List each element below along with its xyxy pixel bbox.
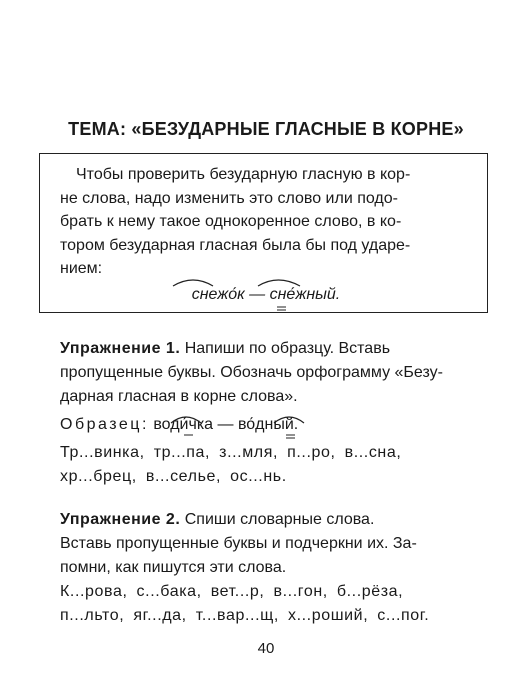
rule-line: брать к нему такое однокоренное слово, в ко-	[60, 213, 402, 230]
exercise1-words	[60, 441, 498, 489]
page-number: 40	[257, 640, 275, 657]
exercise1-sample	[60, 413, 498, 437]
words-line: хр...брец, в...селье, ос...нь.	[60, 468, 287, 485]
rule-line: Чтобы проверить безударную гласную в кор-	[76, 166, 411, 183]
exercise1-line: дарная гласная в корне слова».	[60, 388, 298, 405]
exercise2-heading: Упражнение 2.	[60, 511, 181, 528]
exercise1-heading: Упражнение 1.	[60, 340, 181, 357]
exercise2-line: помни, как пишутся эти слова.	[60, 559, 287, 576]
sample-text: води́чка — во́дный.	[153, 416, 299, 433]
exercise2-line: Спиши словарные слова.	[180, 511, 375, 528]
exercise1-line: Напиши по образцу. Вставь	[180, 340, 391, 357]
exercise2-text	[60, 508, 498, 580]
exercise1-text	[60, 337, 498, 409]
rule-line: тором безударная гласная была бы под ударе-	[60, 236, 411, 254]
exercise2-line: Вставь пропущенные буквы и подчеркни их. За-	[60, 535, 417, 552]
root-arc-1	[173, 280, 213, 286]
rule-line: нием:	[60, 260, 103, 277]
exercise1-line: пропущенные буквы. Обозначь орфограмму «Безу-	[60, 364, 443, 381]
page-title: ТЕМА: «БЕЗУДАРНЫЕ ГЛАСНЫЕ В КОРНЕ»	[68, 119, 464, 139]
rule-example-text: снежо́к — сне́жный.	[191, 286, 341, 303]
root-arc-2	[258, 280, 300, 286]
words-line: К...рова, с...бака, вет...р, в...гон, б...рёза,	[60, 583, 404, 600]
exercise2-words	[60, 580, 498, 628]
words-line: Тр...винка, тр...па, з...мля, п...ро, в...сна,	[60, 444, 402, 461]
words-line: п...льто, яг...да, т...вар...щ, х...роший, с...пог.	[60, 607, 430, 624]
rule-line: не слова, надо изменить это слово или подо-	[60, 189, 398, 207]
sample-label: Образец:	[60, 416, 149, 433]
